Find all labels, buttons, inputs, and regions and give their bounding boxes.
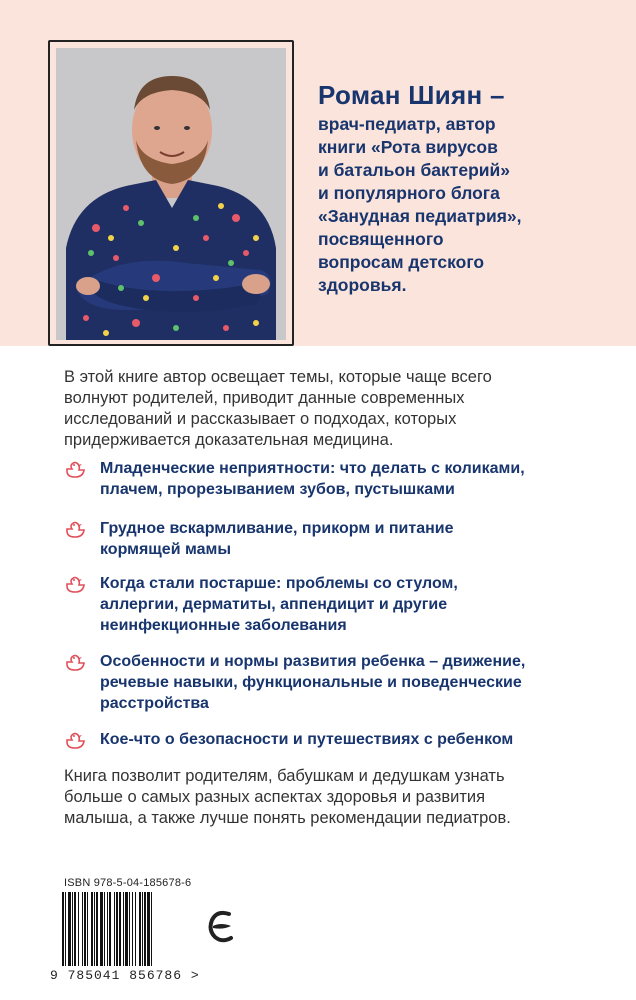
barcode-bar bbox=[119, 892, 121, 966]
barcode-bar bbox=[87, 892, 88, 966]
topic-text: Кое-что о безопасности и путешествиях с ребенком bbox=[100, 731, 514, 748]
barcode-bar bbox=[135, 892, 136, 966]
barcode-bar bbox=[109, 892, 111, 966]
intro-paragraph bbox=[64, 367, 594, 451]
barcode-digits: 9 785041 856786 > bbox=[50, 968, 200, 983]
barcode bbox=[60, 892, 194, 970]
barcode-bar bbox=[94, 892, 95, 966]
duck-icon bbox=[64, 574, 86, 594]
outro-text: Книга позволит родителям, бабушкам и дедушкам узнать больше о самых разных аспектах здоровья и развития малыша, а также лучше понять рекомендации педиатров. bbox=[64, 767, 511, 827]
barcode-bar bbox=[82, 892, 83, 966]
barcode-bar bbox=[123, 892, 124, 966]
intro-text: В этой книге автор освещает темы, которые чаще всего волнуют родителей, приводит данные современных исследований и рассказывает о подходах, которых придерживается доказательная медицина. bbox=[64, 368, 492, 449]
barcode-bar bbox=[84, 892, 86, 966]
topic-text: Младенческие неприятности: что делать с коликами, плачем, прорезыванием зубов, пустышками bbox=[100, 460, 525, 498]
topic-text: Особенности и нормы развития ребенка – движение, речевые навыки, функциональные и поведенческие расстройства bbox=[100, 653, 526, 712]
publisher-logo-icon bbox=[207, 906, 237, 946]
author-name: Роман Шиян – bbox=[318, 80, 505, 110]
barcode-bar bbox=[144, 892, 146, 966]
barcode-bar bbox=[125, 892, 128, 966]
topic-text: Когда стали постарше: проблемы со стулом, аллергии, дерматиты, аппендицит и другие неинфекционные заболевания bbox=[100, 575, 458, 634]
author-bio: врач-педиатр, автор книги «Рота вирусов и батальон бактерий» и популярного блога «Занудная педиатрия», посвященного вопросам детского здоровья. bbox=[318, 114, 522, 295]
barcode-bar bbox=[72, 892, 73, 966]
barcode-bar bbox=[104, 892, 105, 966]
barcode-bar bbox=[62, 892, 64, 966]
topic-text: Грудное вскармливание, прикорм и питание кормящей мамы bbox=[100, 520, 454, 558]
barcode-bar bbox=[132, 892, 133, 966]
duck-icon bbox=[64, 519, 86, 539]
barcode-bar bbox=[151, 892, 152, 966]
barcode-bar bbox=[147, 892, 150, 966]
barcode-bar bbox=[91, 892, 93, 966]
barcode-bar bbox=[116, 892, 118, 966]
barcode-bar bbox=[129, 892, 130, 966]
barcode-bar bbox=[139, 892, 141, 966]
author-portrait-illustration bbox=[56, 48, 286, 340]
isbn-label: ISBN 978-5-04-185678-6 bbox=[64, 877, 192, 889]
duck-icon bbox=[64, 652, 86, 672]
duck-icon bbox=[64, 459, 86, 479]
author-photo-frame bbox=[48, 40, 294, 346]
barcode-bar bbox=[96, 892, 98, 966]
barcode-bar bbox=[78, 892, 79, 966]
author-block bbox=[318, 80, 618, 297]
barcode-bar bbox=[65, 892, 66, 966]
author-photo bbox=[56, 48, 286, 340]
duck-icon bbox=[64, 730, 86, 750]
barcode-bar bbox=[74, 892, 76, 966]
barcode-bar bbox=[114, 892, 115, 966]
outro-paragraph bbox=[64, 766, 594, 829]
barcode-bar bbox=[100, 892, 103, 966]
barcode-bar bbox=[142, 892, 143, 966]
barcode-bar bbox=[68, 892, 71, 966]
barcode-bar bbox=[107, 892, 108, 966]
